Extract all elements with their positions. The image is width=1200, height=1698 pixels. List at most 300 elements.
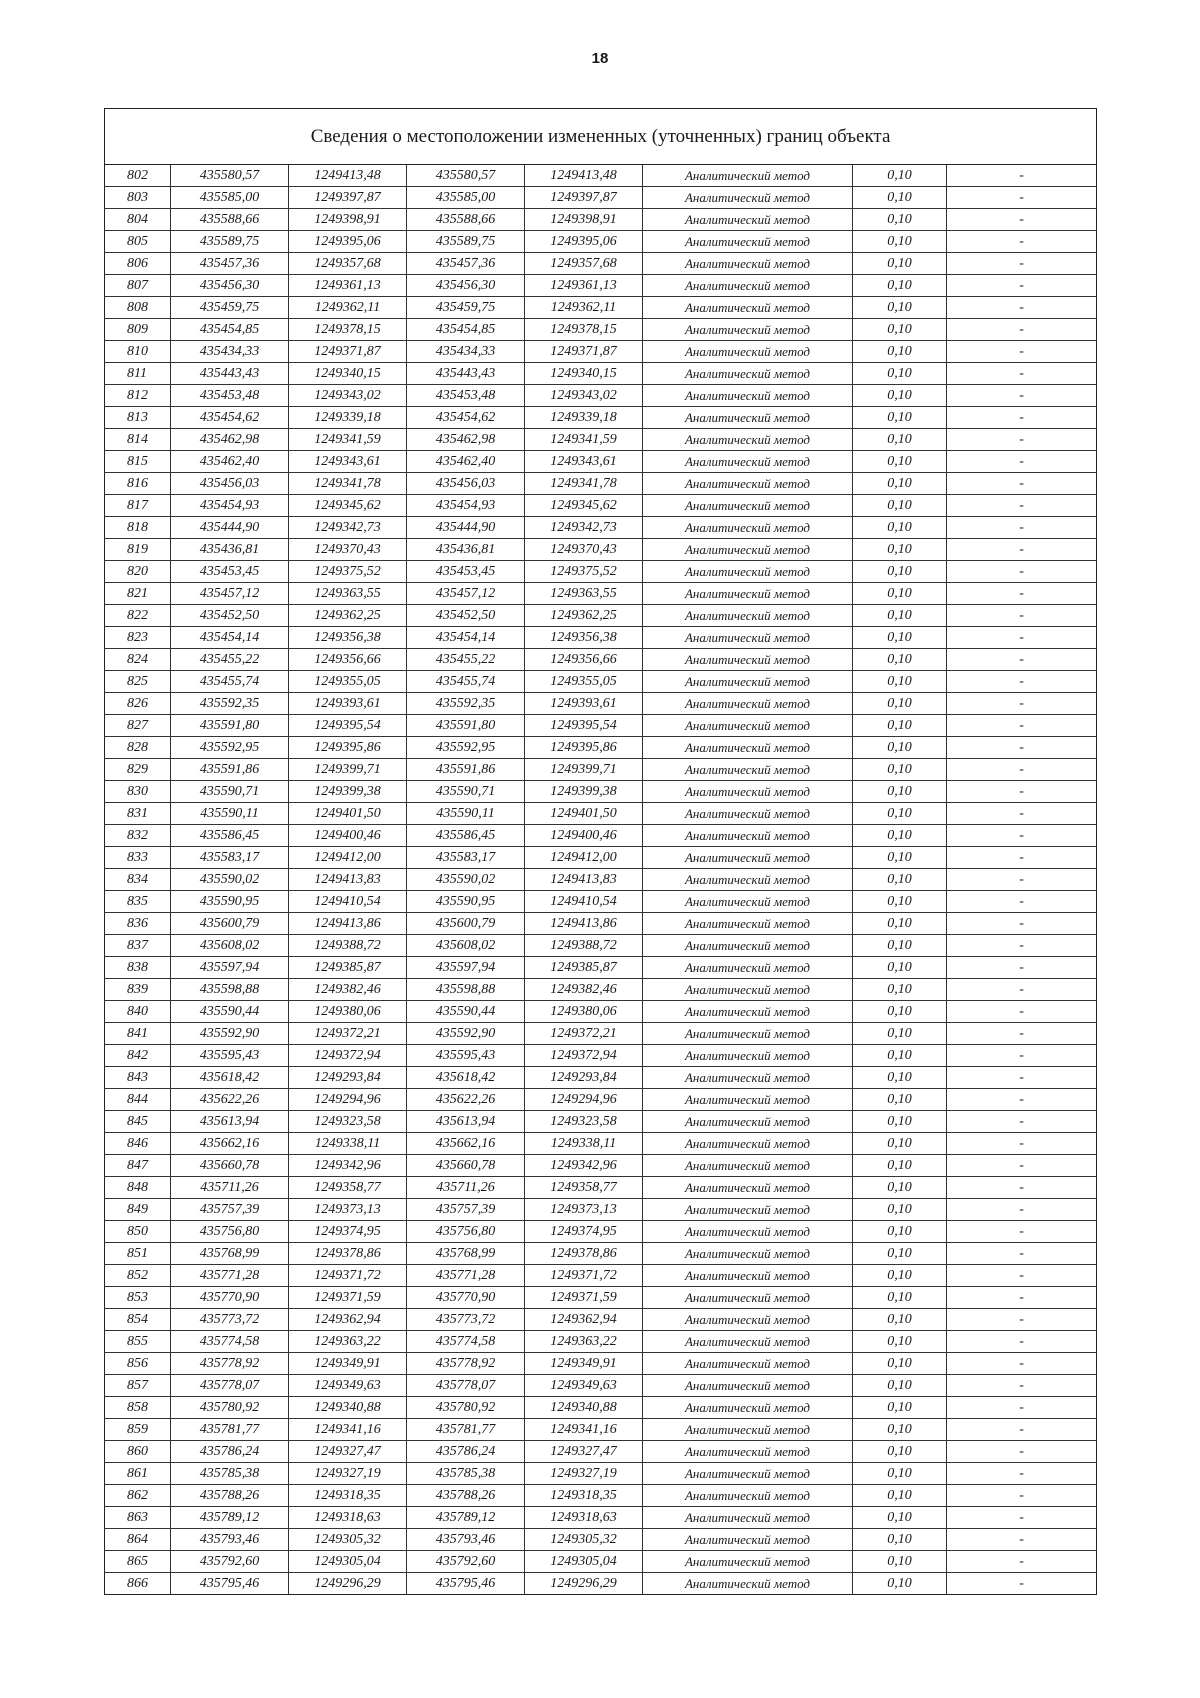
x-new-cell: 435456,03 xyxy=(407,473,525,495)
point-number-cell: 816 xyxy=(105,473,171,495)
table-row xyxy=(105,473,1097,495)
accuracy-cell: 0,10 xyxy=(853,231,947,253)
point-number-cell: 835 xyxy=(105,891,171,913)
y-existing-cell: 1249323,58 xyxy=(289,1111,407,1133)
x-new-cell: 435789,12 xyxy=(407,1507,525,1529)
note-cell: - xyxy=(947,1331,1097,1353)
table-row xyxy=(105,935,1097,957)
note-cell: - xyxy=(947,1573,1097,1595)
method-cell: Аналитический метод xyxy=(643,1441,853,1463)
table-row xyxy=(105,693,1097,715)
note-cell: - xyxy=(947,649,1097,671)
point-number-cell: 804 xyxy=(105,209,171,231)
y-existing-cell: 1249345,62 xyxy=(289,495,407,517)
x-new-cell: 435589,75 xyxy=(407,231,525,253)
x-new-cell: 435788,26 xyxy=(407,1485,525,1507)
x-existing-cell: 435457,12 xyxy=(171,583,289,605)
x-existing-cell: 435622,26 xyxy=(171,1089,289,1111)
accuracy-cell: 0,10 xyxy=(853,187,947,209)
note-cell: - xyxy=(947,187,1097,209)
table-row xyxy=(105,297,1097,319)
point-number-cell: 851 xyxy=(105,1243,171,1265)
y-existing-cell: 1249372,94 xyxy=(289,1045,407,1067)
note-cell: - xyxy=(947,209,1097,231)
y-new-cell: 1249401,50 xyxy=(525,803,643,825)
x-existing-cell: 435590,02 xyxy=(171,869,289,891)
method-cell: Аналитический метод xyxy=(643,1067,853,1089)
y-existing-cell: 1249370,43 xyxy=(289,539,407,561)
x-existing-cell: 435453,45 xyxy=(171,561,289,583)
x-existing-cell: 435455,74 xyxy=(171,671,289,693)
table-row xyxy=(105,913,1097,935)
method-cell: Аналитический метод xyxy=(643,187,853,209)
y-existing-cell: 1249343,02 xyxy=(289,385,407,407)
x-existing-cell: 435768,99 xyxy=(171,1243,289,1265)
x-new-cell: 435795,46 xyxy=(407,1573,525,1595)
accuracy-cell: 0,10 xyxy=(853,561,947,583)
x-new-cell: 435453,45 xyxy=(407,561,525,583)
point-number-cell: 856 xyxy=(105,1353,171,1375)
accuracy-cell: 0,10 xyxy=(853,605,947,627)
boundary-table xyxy=(104,108,1097,1595)
accuracy-cell: 0,10 xyxy=(853,1529,947,1551)
x-existing-cell: 435444,90 xyxy=(171,517,289,539)
point-number-cell: 843 xyxy=(105,1067,171,1089)
accuracy-cell: 0,10 xyxy=(853,649,947,671)
note-cell: - xyxy=(947,1463,1097,1485)
y-existing-cell: 1249399,38 xyxy=(289,781,407,803)
y-new-cell: 1249399,71 xyxy=(525,759,643,781)
note-cell: - xyxy=(947,1221,1097,1243)
note-cell: - xyxy=(947,561,1097,583)
table-row xyxy=(105,1573,1097,1595)
method-cell: Аналитический метод xyxy=(643,693,853,715)
point-number-cell: 829 xyxy=(105,759,171,781)
y-new-cell: 1249343,61 xyxy=(525,451,643,473)
method-cell: Аналитический метод xyxy=(643,253,853,275)
table-row xyxy=(105,605,1097,627)
x-new-cell: 435618,42 xyxy=(407,1067,525,1089)
note-cell: - xyxy=(947,297,1097,319)
point-number-cell: 836 xyxy=(105,913,171,935)
point-number-cell: 862 xyxy=(105,1485,171,1507)
x-existing-cell: 435662,16 xyxy=(171,1133,289,1155)
note-cell: - xyxy=(947,1375,1097,1397)
method-cell: Аналитический метод xyxy=(643,1243,853,1265)
x-new-cell: 435459,75 xyxy=(407,297,525,319)
note-cell: - xyxy=(947,1287,1097,1309)
method-cell: Аналитический метод xyxy=(643,1375,853,1397)
x-new-cell: 435457,36 xyxy=(407,253,525,275)
table-row xyxy=(105,979,1097,1001)
y-new-cell: 1249362,94 xyxy=(525,1309,643,1331)
table-row xyxy=(105,1045,1097,1067)
table-row xyxy=(105,341,1097,363)
y-existing-cell: 1249363,22 xyxy=(289,1331,407,1353)
y-new-cell: 1249412,00 xyxy=(525,847,643,869)
accuracy-cell: 0,10 xyxy=(853,979,947,1001)
note-cell: - xyxy=(947,407,1097,429)
note-cell: - xyxy=(947,715,1097,737)
table-row xyxy=(105,1441,1097,1463)
note-cell: - xyxy=(947,1397,1097,1419)
table-row xyxy=(105,583,1097,605)
x-new-cell: 435786,24 xyxy=(407,1441,525,1463)
note-cell: - xyxy=(947,737,1097,759)
note-cell: - xyxy=(947,583,1097,605)
y-existing-cell: 1249356,38 xyxy=(289,627,407,649)
table-row xyxy=(105,1287,1097,1309)
table-row xyxy=(105,847,1097,869)
table-row xyxy=(105,451,1097,473)
x-new-cell: 435585,00 xyxy=(407,187,525,209)
accuracy-cell: 0,10 xyxy=(853,429,947,451)
point-number-cell: 813 xyxy=(105,407,171,429)
method-cell: Аналитический метод xyxy=(643,1199,853,1221)
y-existing-cell: 1249363,55 xyxy=(289,583,407,605)
accuracy-cell: 0,10 xyxy=(853,825,947,847)
y-new-cell: 1249294,96 xyxy=(525,1089,643,1111)
y-existing-cell: 1249397,87 xyxy=(289,187,407,209)
y-existing-cell: 1249340,15 xyxy=(289,363,407,385)
table-row xyxy=(105,1463,1097,1485)
table-row xyxy=(105,429,1097,451)
table-row xyxy=(105,737,1097,759)
y-existing-cell: 1249380,06 xyxy=(289,1001,407,1023)
y-existing-cell: 1249305,32 xyxy=(289,1529,407,1551)
boundary-table-container xyxy=(104,108,1096,1595)
point-number-cell: 858 xyxy=(105,1397,171,1419)
x-existing-cell: 435583,17 xyxy=(171,847,289,869)
y-existing-cell: 1249318,63 xyxy=(289,1507,407,1529)
accuracy-cell: 0,10 xyxy=(853,1441,947,1463)
y-new-cell: 1249323,58 xyxy=(525,1111,643,1133)
method-cell: Аналитический метод xyxy=(643,979,853,1001)
x-new-cell: 435592,35 xyxy=(407,693,525,715)
note-cell: - xyxy=(947,1023,1097,1045)
accuracy-cell: 0,10 xyxy=(853,1485,947,1507)
y-existing-cell: 1249413,83 xyxy=(289,869,407,891)
table-row xyxy=(105,627,1097,649)
method-cell: Аналитический метод xyxy=(643,781,853,803)
table-row xyxy=(105,1551,1097,1573)
x-existing-cell: 435756,80 xyxy=(171,1221,289,1243)
table-row xyxy=(105,671,1097,693)
note-cell: - xyxy=(947,1507,1097,1529)
point-number-cell: 844 xyxy=(105,1089,171,1111)
point-number-cell: 822 xyxy=(105,605,171,627)
note-cell: - xyxy=(947,935,1097,957)
note-cell: - xyxy=(947,847,1097,869)
method-cell: Аналитический метод xyxy=(643,1287,853,1309)
x-new-cell: 435770,90 xyxy=(407,1287,525,1309)
method-cell: Аналитический метод xyxy=(643,847,853,869)
note-cell: - xyxy=(947,231,1097,253)
note-cell: - xyxy=(947,1177,1097,1199)
x-new-cell: 435454,62 xyxy=(407,407,525,429)
note-cell: - xyxy=(947,605,1097,627)
method-cell: Аналитический метод xyxy=(643,407,853,429)
note-cell: - xyxy=(947,825,1097,847)
y-existing-cell: 1249398,91 xyxy=(289,209,407,231)
method-cell: Аналитический метод xyxy=(643,429,853,451)
y-new-cell: 1249395,06 xyxy=(525,231,643,253)
x-new-cell: 435436,81 xyxy=(407,539,525,561)
x-existing-cell: 435618,42 xyxy=(171,1067,289,1089)
x-new-cell: 435583,17 xyxy=(407,847,525,869)
table-row xyxy=(105,891,1097,913)
point-number-cell: 850 xyxy=(105,1221,171,1243)
accuracy-cell: 0,10 xyxy=(853,1089,947,1111)
y-new-cell: 1249413,86 xyxy=(525,913,643,935)
accuracy-cell: 0,10 xyxy=(853,935,947,957)
point-number-cell: 815 xyxy=(105,451,171,473)
accuracy-cell: 0,10 xyxy=(853,341,947,363)
point-number-cell: 832 xyxy=(105,825,171,847)
accuracy-cell: 0,10 xyxy=(853,1177,947,1199)
table-body xyxy=(105,165,1097,1595)
accuracy-cell: 0,10 xyxy=(853,1353,947,1375)
y-new-cell: 1249358,77 xyxy=(525,1177,643,1199)
x-existing-cell: 435591,80 xyxy=(171,715,289,737)
method-cell: Аналитический метод xyxy=(643,1551,853,1573)
x-new-cell: 435597,94 xyxy=(407,957,525,979)
note-cell: - xyxy=(947,869,1097,891)
note-cell: - xyxy=(947,1155,1097,1177)
method-cell: Аналитический метод xyxy=(643,517,853,539)
accuracy-cell: 0,10 xyxy=(853,1155,947,1177)
x-new-cell: 435591,80 xyxy=(407,715,525,737)
accuracy-cell: 0,10 xyxy=(853,1001,947,1023)
note-cell: - xyxy=(947,1419,1097,1441)
table-row xyxy=(105,1507,1097,1529)
method-cell: Аналитический метод xyxy=(643,825,853,847)
table-row xyxy=(105,561,1097,583)
table-row xyxy=(105,869,1097,891)
method-cell: Аналитический метод xyxy=(643,671,853,693)
x-existing-cell: 435785,38 xyxy=(171,1463,289,1485)
y-existing-cell: 1249371,59 xyxy=(289,1287,407,1309)
y-existing-cell: 1249342,96 xyxy=(289,1155,407,1177)
y-new-cell: 1249361,13 xyxy=(525,275,643,297)
y-new-cell: 1249393,61 xyxy=(525,693,643,715)
note-cell: - xyxy=(947,319,1097,341)
y-new-cell: 1249355,05 xyxy=(525,671,643,693)
y-new-cell: 1249342,96 xyxy=(525,1155,643,1177)
x-new-cell: 435462,40 xyxy=(407,451,525,473)
accuracy-cell: 0,10 xyxy=(853,363,947,385)
y-new-cell: 1249375,52 xyxy=(525,561,643,583)
method-cell: Аналитический метод xyxy=(643,275,853,297)
y-existing-cell: 1249341,59 xyxy=(289,429,407,451)
y-existing-cell: 1249388,72 xyxy=(289,935,407,957)
point-number-cell: 859 xyxy=(105,1419,171,1441)
table-row xyxy=(105,1419,1097,1441)
x-existing-cell: 435792,60 xyxy=(171,1551,289,1573)
x-new-cell: 435757,39 xyxy=(407,1199,525,1221)
y-new-cell: 1249327,19 xyxy=(525,1463,643,1485)
table-row xyxy=(105,275,1097,297)
y-existing-cell: 1249356,66 xyxy=(289,649,407,671)
table-row xyxy=(105,1133,1097,1155)
method-cell: Аналитический метод xyxy=(643,759,853,781)
x-existing-cell: 435434,33 xyxy=(171,341,289,363)
y-new-cell: 1249372,21 xyxy=(525,1023,643,1045)
x-new-cell: 435590,71 xyxy=(407,781,525,803)
point-number-cell: 830 xyxy=(105,781,171,803)
table-row xyxy=(105,1199,1097,1221)
point-number-cell: 831 xyxy=(105,803,171,825)
accuracy-cell: 0,10 xyxy=(853,209,947,231)
accuracy-cell: 0,10 xyxy=(853,1375,947,1397)
point-number-cell: 849 xyxy=(105,1199,171,1221)
method-cell: Аналитический метод xyxy=(643,385,853,407)
x-new-cell: 435588,66 xyxy=(407,209,525,231)
y-new-cell: 1249327,47 xyxy=(525,1441,643,1463)
x-new-cell: 435455,74 xyxy=(407,671,525,693)
y-existing-cell: 1249395,54 xyxy=(289,715,407,737)
y-existing-cell: 1249318,35 xyxy=(289,1485,407,1507)
point-number-cell: 817 xyxy=(105,495,171,517)
table-row xyxy=(105,1023,1097,1045)
x-new-cell: 435454,85 xyxy=(407,319,525,341)
accuracy-cell: 0,10 xyxy=(853,1023,947,1045)
method-cell: Аналитический метод xyxy=(643,1397,853,1419)
point-number-cell: 814 xyxy=(105,429,171,451)
x-existing-cell: 435592,35 xyxy=(171,693,289,715)
table-row xyxy=(105,209,1097,231)
accuracy-cell: 0,10 xyxy=(853,803,947,825)
accuracy-cell: 0,10 xyxy=(853,715,947,737)
y-new-cell: 1249372,94 xyxy=(525,1045,643,1067)
accuracy-cell: 0,10 xyxy=(853,737,947,759)
x-existing-cell: 435590,71 xyxy=(171,781,289,803)
x-new-cell: 435778,92 xyxy=(407,1353,525,1375)
x-existing-cell: 435781,77 xyxy=(171,1419,289,1441)
note-cell: - xyxy=(947,429,1097,451)
note-cell: - xyxy=(947,759,1097,781)
x-new-cell: 435453,48 xyxy=(407,385,525,407)
note-cell: - xyxy=(947,1309,1097,1331)
y-existing-cell: 1249378,86 xyxy=(289,1243,407,1265)
y-new-cell: 1249342,73 xyxy=(525,517,643,539)
y-existing-cell: 1249412,00 xyxy=(289,847,407,869)
accuracy-cell: 0,10 xyxy=(853,869,947,891)
method-cell: Аналитический метод xyxy=(643,363,853,385)
y-new-cell: 1249400,46 xyxy=(525,825,643,847)
method-cell: Аналитический метод xyxy=(643,1485,853,1507)
point-number-cell: 807 xyxy=(105,275,171,297)
accuracy-cell: 0,10 xyxy=(853,385,947,407)
x-new-cell: 435592,90 xyxy=(407,1023,525,1045)
point-number-cell: 802 xyxy=(105,165,171,187)
point-number-cell: 812 xyxy=(105,385,171,407)
table-row xyxy=(105,1529,1097,1551)
x-new-cell: 435600,79 xyxy=(407,913,525,935)
note-cell: - xyxy=(947,979,1097,1001)
x-new-cell: 435590,44 xyxy=(407,1001,525,1023)
method-cell: Аналитический метод xyxy=(643,1133,853,1155)
x-existing-cell: 435456,03 xyxy=(171,473,289,495)
point-number-cell: 837 xyxy=(105,935,171,957)
point-number-cell: 820 xyxy=(105,561,171,583)
note-cell: - xyxy=(947,1067,1097,1089)
y-new-cell: 1249373,13 xyxy=(525,1199,643,1221)
x-new-cell: 435598,88 xyxy=(407,979,525,1001)
x-new-cell: 435580,57 xyxy=(407,165,525,187)
point-number-cell: 845 xyxy=(105,1111,171,1133)
y-existing-cell: 1249372,21 xyxy=(289,1023,407,1045)
table-row xyxy=(105,231,1097,253)
method-cell: Аналитический метод xyxy=(643,935,853,957)
note-cell: - xyxy=(947,1045,1097,1067)
method-cell: Аналитический метод xyxy=(643,1001,853,1023)
table-row xyxy=(105,1177,1097,1199)
x-existing-cell: 435590,44 xyxy=(171,1001,289,1023)
y-new-cell: 1249371,87 xyxy=(525,341,643,363)
x-new-cell: 435622,26 xyxy=(407,1089,525,1111)
y-existing-cell: 1249378,15 xyxy=(289,319,407,341)
point-number-cell: 821 xyxy=(105,583,171,605)
table-row xyxy=(105,1309,1097,1331)
method-cell: Аналитический метод xyxy=(643,1331,853,1353)
y-new-cell: 1249370,43 xyxy=(525,539,643,561)
accuracy-cell: 0,10 xyxy=(853,671,947,693)
point-number-cell: 828 xyxy=(105,737,171,759)
note-cell: - xyxy=(947,913,1097,935)
x-existing-cell: 435795,46 xyxy=(171,1573,289,1595)
y-new-cell: 1249410,54 xyxy=(525,891,643,913)
y-new-cell: 1249397,87 xyxy=(525,187,643,209)
y-new-cell: 1249395,86 xyxy=(525,737,643,759)
point-number-cell: 841 xyxy=(105,1023,171,1045)
x-new-cell: 435590,95 xyxy=(407,891,525,913)
point-number-cell: 834 xyxy=(105,869,171,891)
note-cell: - xyxy=(947,781,1097,803)
y-existing-cell: 1249395,06 xyxy=(289,231,407,253)
accuracy-cell: 0,10 xyxy=(853,1133,947,1155)
y-existing-cell: 1249294,96 xyxy=(289,1089,407,1111)
x-existing-cell: 435770,90 xyxy=(171,1287,289,1309)
table-row xyxy=(105,495,1097,517)
method-cell: Аналитический метод xyxy=(643,1419,853,1441)
method-cell: Аналитический метод xyxy=(643,891,853,913)
point-number-cell: 823 xyxy=(105,627,171,649)
accuracy-cell: 0,10 xyxy=(853,1419,947,1441)
x-existing-cell: 435592,95 xyxy=(171,737,289,759)
note-cell: - xyxy=(947,891,1097,913)
note-cell: - xyxy=(947,1265,1097,1287)
y-new-cell: 1249356,38 xyxy=(525,627,643,649)
note-cell: - xyxy=(947,539,1097,561)
y-existing-cell: 1249385,87 xyxy=(289,957,407,979)
note-cell: - xyxy=(947,627,1097,649)
table-row xyxy=(105,957,1097,979)
y-new-cell: 1249413,83 xyxy=(525,869,643,891)
y-new-cell: 1249293,84 xyxy=(525,1067,643,1089)
table-row xyxy=(105,1485,1097,1507)
table-row xyxy=(105,539,1097,561)
x-existing-cell: 435456,30 xyxy=(171,275,289,297)
method-cell: Аналитический метод xyxy=(643,1463,853,1485)
x-existing-cell: 435771,28 xyxy=(171,1265,289,1287)
note-cell: - xyxy=(947,1001,1097,1023)
method-cell: Аналитический метод xyxy=(643,209,853,231)
method-cell: Аналитический метод xyxy=(643,165,853,187)
table-row xyxy=(105,517,1097,539)
accuracy-cell: 0,10 xyxy=(853,1045,947,1067)
x-new-cell: 435792,60 xyxy=(407,1551,525,1573)
